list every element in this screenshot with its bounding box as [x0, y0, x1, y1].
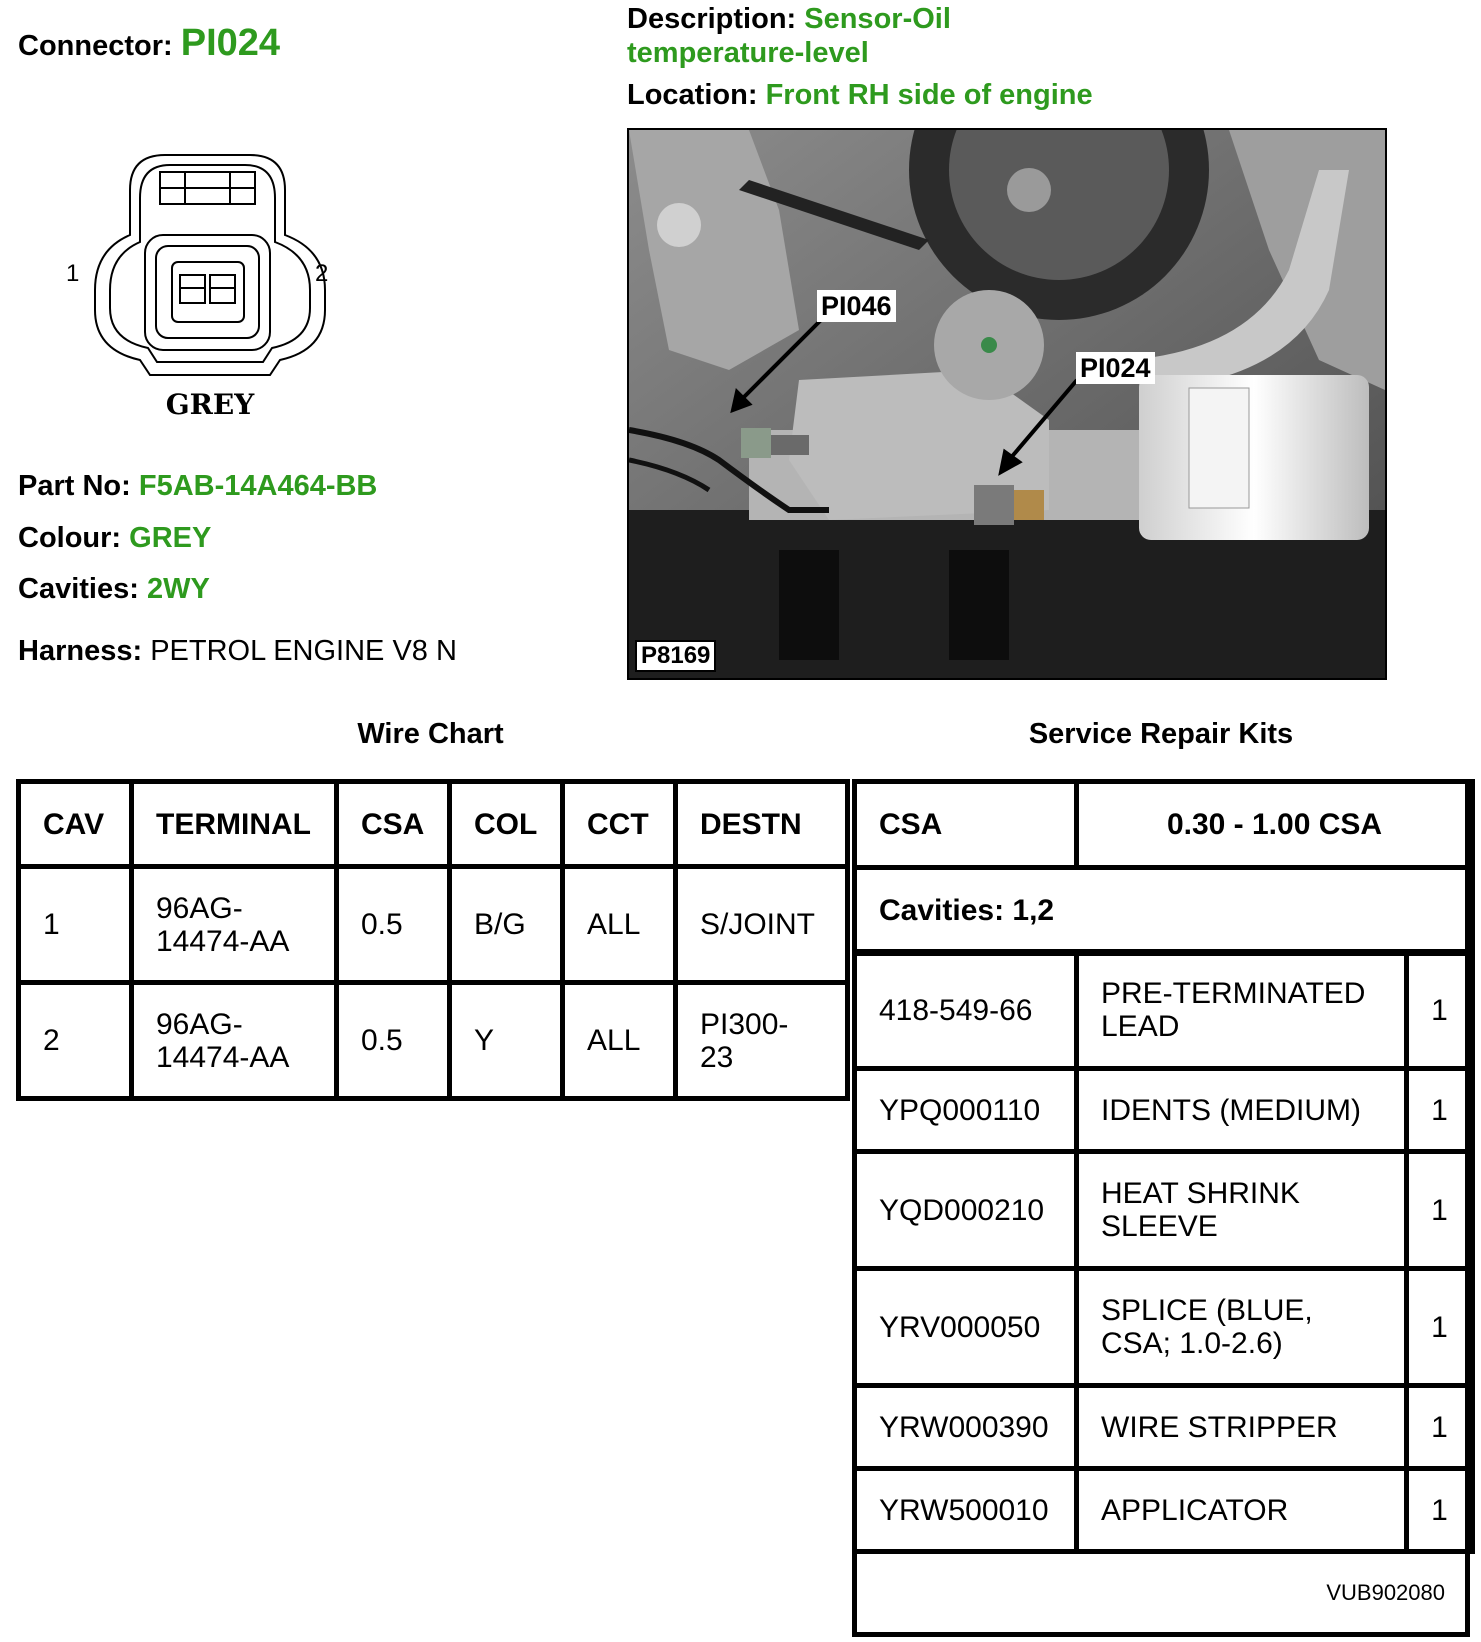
photo-reference: P8169 [635, 640, 716, 672]
repair-kits-header-table [852, 779, 1475, 956]
connector-label: Connector: [18, 30, 173, 62]
cell-csa: 0.5 [337, 983, 450, 1099]
csa-row [855, 782, 1473, 868]
col-header-terminal: TERMINAL [132, 782, 337, 867]
kit-description: HEAT SHRINK SLEEVE [1077, 1152, 1407, 1269]
repair-kits-title: Service Repair Kits [1028, 718, 1294, 750]
colour-value: GREY [129, 522, 212, 554]
description-line2: temperature-level [627, 37, 869, 69]
kit-part-no: YQD000210 [855, 1152, 1077, 1269]
kit-part-no: YPQ000110 [855, 1069, 1077, 1152]
kit-cavities: Cavities: 1,2 [855, 868, 1473, 954]
callout-pi046: PI046 [817, 290, 896, 322]
table-row [855, 1269, 1473, 1386]
col-header-col: COL [450, 782, 563, 867]
location-block [627, 79, 1093, 112]
cell-terminal: 96AG- 14474-AA [132, 867, 337, 983]
callout-pi024: PI024 [1076, 352, 1155, 384]
kit-part-no: YRV000050 [855, 1269, 1077, 1386]
table-row [19, 983, 848, 1099]
col-header-cav: CAV [19, 782, 132, 867]
connector-colour-caption: GREY [165, 388, 255, 421]
kit-part-no: YRW000390 [855, 1386, 1077, 1469]
repair-kits-items-table [852, 949, 1475, 1554]
cell-col: B/G [450, 867, 563, 983]
harness-value: PETROL ENGINE V8 N [150, 635, 457, 667]
harness-row [18, 635, 457, 668]
connector-heading [18, 22, 280, 65]
table-row [855, 1386, 1473, 1469]
engine-location-photo [627, 128, 1387, 680]
kit-csa-value: 0.30 - 1.00 CSA [1077, 782, 1473, 868]
kit-description: APPLICATOR [1077, 1469, 1407, 1552]
cell-terminal: 96AG- 14474-AA [132, 983, 337, 1099]
colour-row [18, 522, 211, 555]
document-reference: VUB902080 [1326, 1580, 1445, 1605]
colour-label: Colour: [18, 522, 122, 554]
col-header-csa: CSA [337, 782, 450, 867]
wire-chart-title: Wire Chart [357, 718, 504, 750]
kit-part-no: YRW500010 [855, 1469, 1077, 1552]
kit-description: WIRE STRIPPER [1077, 1386, 1407, 1469]
cavities-label: Cavities: [18, 573, 139, 605]
description-block [627, 3, 951, 36]
wire-chart-table [16, 779, 850, 1101]
table-row [855, 1469, 1473, 1552]
kit-csa-label: CSA [855, 782, 1077, 868]
part-no-label: Part No: [18, 470, 131, 502]
part-no-value: F5AB-14A464-BB [138, 470, 378, 502]
kit-quantity: 1 [1407, 952, 1473, 1069]
table-row [855, 1152, 1473, 1269]
cell-destn: PI300- 23 [676, 983, 848, 1099]
table-row [855, 952, 1473, 1069]
cell-cct: ALL [563, 867, 676, 983]
cell-csa: 0.5 [337, 867, 450, 983]
kit-description: IDENTS (MEDIUM) [1077, 1069, 1407, 1152]
cell-col: Y [450, 983, 563, 1099]
engine-photo-illustration [629, 130, 1385, 678]
location-value: Front RH side of engine [765, 79, 1093, 111]
part-no-row [18, 470, 377, 503]
connector-id: PI024 [180, 22, 281, 64]
description-label: Description: [627, 3, 797, 35]
kit-description: SPLICE (BLUE, CSA; 1.0-2.6) [1077, 1269, 1407, 1386]
pin-1-label: 1 [66, 260, 80, 287]
cavities-value: 2WY [146, 573, 210, 605]
kit-part-no: 418-549-66 [855, 952, 1077, 1069]
cavities-row [18, 573, 210, 606]
col-header-cct: CCT [563, 782, 676, 867]
table-row [19, 867, 848, 983]
table-row [855, 1069, 1473, 1152]
connector-face-diagram [60, 150, 360, 430]
col-header-destn: DESTN [676, 782, 848, 867]
wire-chart-header-row [19, 782, 848, 867]
cell-cav: 2 [19, 983, 132, 1099]
description-line1: Sensor-Oil [804, 3, 951, 35]
kit-description: PRE-TERMINATED LEAD [1077, 952, 1407, 1069]
cell-cct: ALL [563, 983, 676, 1099]
kit-quantity: 1 [1407, 1152, 1473, 1269]
kit-quantity: 1 [1407, 1386, 1473, 1469]
location-label: Location: [627, 79, 758, 111]
kit-quantity: 1 [1407, 1069, 1473, 1152]
kit-quantity: 1 [1407, 1269, 1473, 1386]
cell-destn: S/JOINT [676, 867, 848, 983]
kit-cavities-row [855, 868, 1473, 954]
harness-label: Harness: [18, 635, 143, 667]
kit-quantity: 1 [1407, 1469, 1473, 1552]
pin-2-label: 2 [315, 260, 329, 287]
cell-cav: 1 [19, 867, 132, 983]
